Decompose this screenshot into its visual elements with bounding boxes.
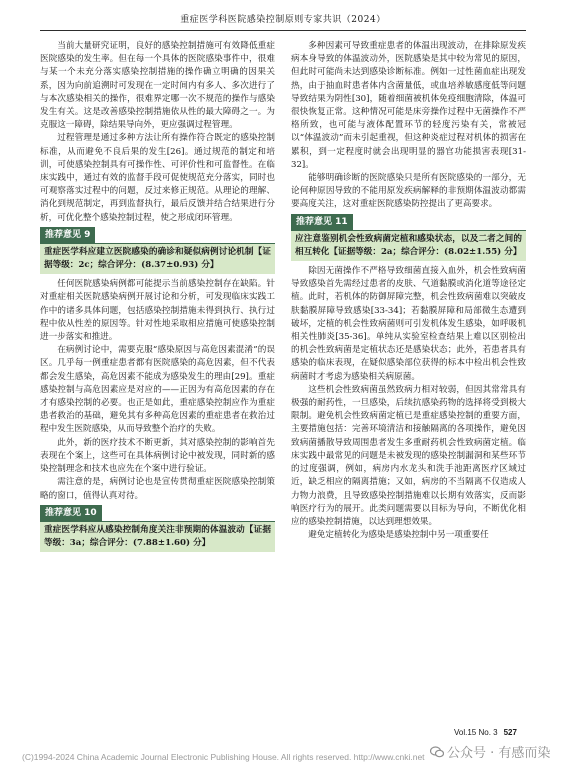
paragraph: 在病例讨论中，需要克服“感染原因与高危因素混淆”的误区。几乎每一例重症患者都有医院感染的高危因素，但不代表都会发生感染，高危因素不能成为感染发生的理由[29]。重症感染控制与高危因素应是对应的——正因为有高危因素的存在才有感染控制的必要。也正是如此，重症感染控制应作为重症患者救治的基础，避免其有多种高危因素的重症患者在救治过程中发生医院感染，从而导致整个治疗的失败。 — [40, 345, 275, 435]
recommendation-10 — [40, 503, 275, 552]
paragraph: 当前大量研究证明，良好的感染控制措施可有效降低重症医院感染的发生率。但在每一个具体的医院感染事件中，很难与某一个未充分落实感染控制措施的操作确立明确的因果关系，因为向前追溯时可发现在一定时间内有多人、多次进行了与本次感染相关的操作，很难界定哪一次不规范的操作与感染发生有关。这是改善感染控制措施依从性的最大障碍之一。为克服这一障碍，除结果导向外，更应强调过程管理。 — [40, 41, 275, 131]
watermark-text: 公众号 · 有感而染 — [447, 746, 551, 761]
paragraph: 任何医院感染病例都可能提示当前感染控制存在缺陷。针对重症相关医院感染病例开展讨论和分析，可发现临床实践工作中的诸多具体问题，包括感染控制措施未得到执行、执行过程中依从性差的原因等。针对性地采取相应措施可使感染控制进一步落实和推进。 — [40, 279, 275, 343]
running-header — [40, 12, 526, 31]
volume-number: Vol.15 No. 3 — [454, 728, 498, 737]
paragraph: 能够明确诊断的医院感染只是所有医院感染的一部分，无论何种原因导致的不能用原发疾病解释的非预期体温波动都需要高度关注，这对重症医院感染防控提出了更高要求。 — [291, 173, 526, 210]
recommendation-9 — [40, 225, 275, 274]
paragraph: 除因无菌操作不严格导致细菌直接入血外，机会性致病菌导致感染首先需经过患者的皮肤、气道黏膜或消化道等途径定植。此时，若机体的防御屏障完整，机会性致病菌难以突破皮肤黏膜屏障导致感染[33-34]；若黏膜屏障和局部微生态遭到破坏，定植的机会性致病菌则可引发机体发生感染，如呼吸机相关性肺炎[35-36]。单纯从实验室检查结果上难以区别检出的机会性致病菌是定植状态还是感染状态；此外，若患者具有感染的临床表现，在疑似感染部位获得的标本中检出机会性致病菌时才考虑为感染相关病原菌。 — [291, 266, 526, 382]
paragraph: 多种因素可导致重症患者的体温出现波动，在排除原发疾病本身导致的体温波动外，医院感染是其中较为常见的原因，但此时可能尚未达到感染诊断标准。例如一过性菌血症出现发热，由于抽血时患者体内含菌量低，或血培养敏感度低等问题导致结果为阴性[30]，随着细菌被机体免疫细胞清除，体温可很快恢复正常。这种情况可能是床旁操作过程中无菌操作不严格所致，也可能与液体配置环节的轻度污染有关，常被冠以“体温波动”而未引起重视，但这种炎症过程对机体的损害在累积，到一定程度时就会出现明显的器官功能损害表现[31-32]。 — [291, 41, 526, 170]
copyright-line: (C)1994-2024 China Academic Journal Electronic Publishing House. All rights reserved. http://www.cnki.net — [22, 752, 425, 762]
watermark — [430, 742, 550, 762]
recommendation-body: 重症医学科应从感染控制角度关注非预期的体温波动【证据等级：3a；综合评分：(7.88±1.60) 分】 — [40, 521, 275, 552]
paragraph: 过程管理是通过多种方法让所有操作符合既定的感染控制标准，从而避免不良后果的发生[26]。通过规范的制定和培训，可使感染控制具有可操作性、可评价性和可监督性。在临床实践中，通过有效的监督手段可促使规范充分落实，同时也可观察落实过程中的问题，反过来修正规范。从理论的理解、消化到规范制定，再到监督执行，最后反馈并结合结果进行分析，可优化整个感染控制过程，使之形成闭环管理。 — [40, 133, 275, 223]
right-column — [291, 40, 526, 542]
paragraph: 这些机会性致病菌虽然致病力相对较弱，但因其常常具有极强的耐药性，一旦感染，后续抗感染药物的选择将受到极大限制。避免机会性致病菌定植已是重症感染控制的重要方面，主要措施包括：完善环境清洁和接触隔离的各项操作，避免因致病菌播散导致周围患者发生多重耐药机会性致病菌定植。临床实践中最常见的问题是未被发现的感染控制漏洞和某些环节的过度强调，例如，病房内水龙头和洗手池距离医疗区域过近，缺乏相应的隔离措施；又如，病房的不当隔离不仅造成人力物力浪费，且导致感染控制措施难以长期有效落实，反而影响医疗行为的展开。此类问题需要以目标为导向，不断优化相应的感染控制措施，以达到理想效果。 — [291, 384, 526, 527]
recommendation-body: 重症医学科应建立医院感染的确诊和疑似病例讨论机制【证据等级：2c；综合评分：(8.37±0.93) 分】 — [40, 243, 275, 274]
paragraph: 此外，新的医疗技术不断更新，其对感染控制的影响首先表现在个案上，这些可在具体病例讨论中被发现，同时新的感染控制理念和技术也应先在个案中进行验证。 — [40, 437, 275, 475]
recommendation-body: 应注意鉴别机会性致病菌定植和感染状态，以及二者之间的相互转化【证据等级：2a；综合评分：(8.02±1.55) 分】 — [291, 230, 526, 261]
recommendation-label: 推荐意见 9 — [40, 227, 95, 243]
paragraph: 避免定植转化为感染是感染控制中另一项重要任 — [308, 530, 489, 541]
page-number: 527 — [503, 728, 517, 737]
page-footer — [454, 728, 517, 737]
recommendation-11 — [291, 212, 526, 261]
running-header-title: 重症医学科医院感染控制原则专家共识（2024） — [180, 15, 386, 25]
wechat-icon — [430, 746, 444, 762]
left-column — [40, 40, 275, 556]
paragraph: 需注意的是，病例讨论也是宣传贯彻重症医院感染控制策略的窗口，值得认真对待。 — [40, 477, 275, 501]
recommendation-label: 推荐意见 10 — [40, 505, 102, 521]
recommendation-label: 推荐意见 11 — [291, 214, 353, 230]
